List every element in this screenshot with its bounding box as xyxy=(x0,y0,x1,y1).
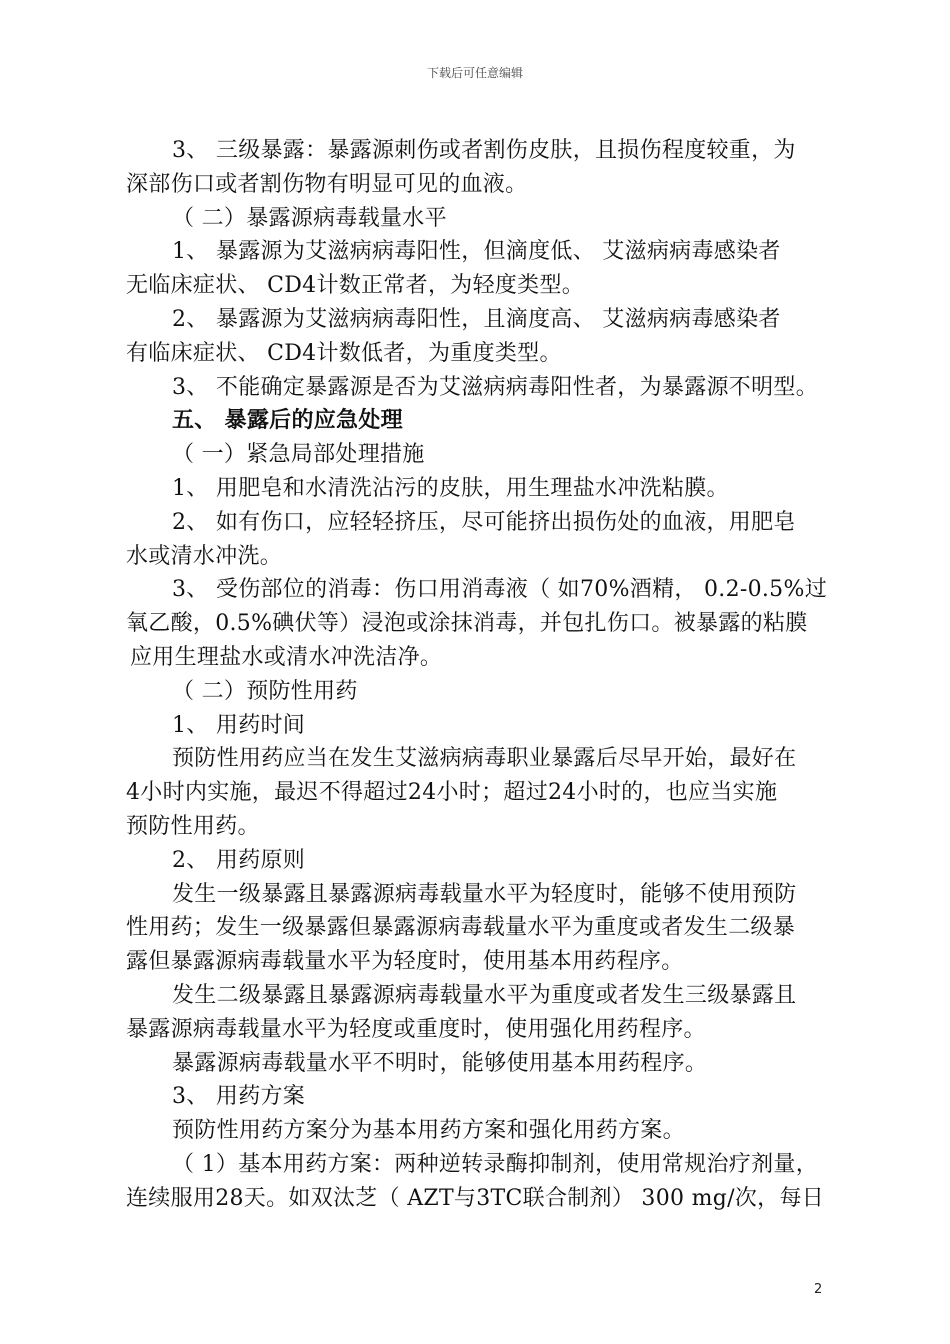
chapter-heading: 五、 暴露后的应急处理 xyxy=(172,407,403,434)
paragraph-line: 无临床症状、 CD4计数正常者，为轻度类型。 xyxy=(126,273,585,299)
paragraph-line: 1、 暴露源为艾滋病病毒阳性，但滴度低、 艾滋病病毒感染者 xyxy=(172,239,781,265)
paragraph-line: 1、 用肥皂和水清洗沾污的皮肤，用生理盐水冲洗粘膜。 xyxy=(172,475,729,501)
paragraph-line: 预防性用药应当在发生艾滋病病毒职业暴露后尽早开始，最好在 xyxy=(172,746,797,772)
subsection-heading: 3、 用药方案 xyxy=(172,1084,306,1110)
paragraph-line: 2、 暴露源为艾滋病病毒阳性，且滴度高、 艾滋病病毒感染者 xyxy=(172,306,781,332)
paragraph-line: 有临床症状、 CD4计数低者，为重度类型。 xyxy=(126,340,562,366)
page-header: 下载后可任意编辑 xyxy=(426,66,523,80)
paragraph-line: 深部伤口或者割伤物有明显可见的血液。 xyxy=(126,171,528,197)
paragraph-line: 性用药；发生一级暴露但暴露源病毒载量水平为重度或者发生二级暴 xyxy=(126,915,796,941)
document-body xyxy=(126,134,826,1216)
subsection-heading: 1、 用药时间 xyxy=(172,712,306,738)
paragraph-line: 氧乙酸，0.5%碘伏等）浸泡或涂抹消毒，并包扎伤口。被暴露的粘膜 xyxy=(126,611,808,637)
paragraph-line: 4小时内实施，最迟不得超过24小时；超过24小时的，也应当实施 xyxy=(126,780,778,806)
paragraph-line: 3、 三级暴露：暴露源刺伤或者割伤皮肤，且损伤程度较重，为 xyxy=(172,138,796,163)
paragraph-line: 暴露源病毒载量水平为轻度或重度时，使用强化用药程序。 xyxy=(126,1016,706,1042)
paragraph-line: 发生一级暴露且暴露源病毒载量水平为轻度时，能够不使用预防 xyxy=(172,881,797,907)
paragraph-line: 预防性用药方案分为基本用药方案和强化用药方案。 xyxy=(172,1118,685,1144)
paragraph-line: 连续服用28天。如双汰芝（ AZT与3TC联合制剂） 300 mg/次，每日 xyxy=(126,1185,825,1211)
section-heading: （ 一）紧急局部处理措施 xyxy=(172,442,425,468)
subsection-heading: 2、 用药原则 xyxy=(172,847,306,873)
page-number: 2 xyxy=(814,1282,823,1297)
paragraph-line: 露但暴露源病毒载量水平为轻度时，使用基本用药程序。 xyxy=(126,949,684,975)
paragraph-line: 水或清水冲洗。 xyxy=(126,543,283,569)
section-heading: （ 二）暴露源病毒载量水平 xyxy=(172,205,447,231)
paragraph-line: 预防性用药。 xyxy=(126,813,260,839)
paragraph-line: 3、 不能确定暴露源是否为艾滋病病毒阳性者，为暴露源不明型。 xyxy=(172,374,818,400)
paragraph-line: 2、 如有伤口，应轻轻挤压，尽可能挤出损伤处的血液，用肥皂 xyxy=(172,509,796,535)
paragraph-line: 3、 受伤部位的消毒：伤口用消毒液（ 如70%酒精， 0.2-0.5%过 xyxy=(172,577,827,603)
paragraph-line: （ 1）基本用药方案：两种逆转录酶抑制剂，使用常规治疗剂量， xyxy=(172,1151,818,1177)
paragraph-line: 暴露源病毒载量水平不明时，能够使用基本用药程序。 xyxy=(172,1050,708,1076)
section-heading: （ 二）预防性用药 xyxy=(172,678,358,704)
paragraph-line: 发生二级暴露且暴露源病毒载量水平为重度或者发生三级暴露且 xyxy=(172,982,797,1008)
paragraph-line: 应用生理盐水或清水冲洗洁净。 xyxy=(130,644,443,670)
